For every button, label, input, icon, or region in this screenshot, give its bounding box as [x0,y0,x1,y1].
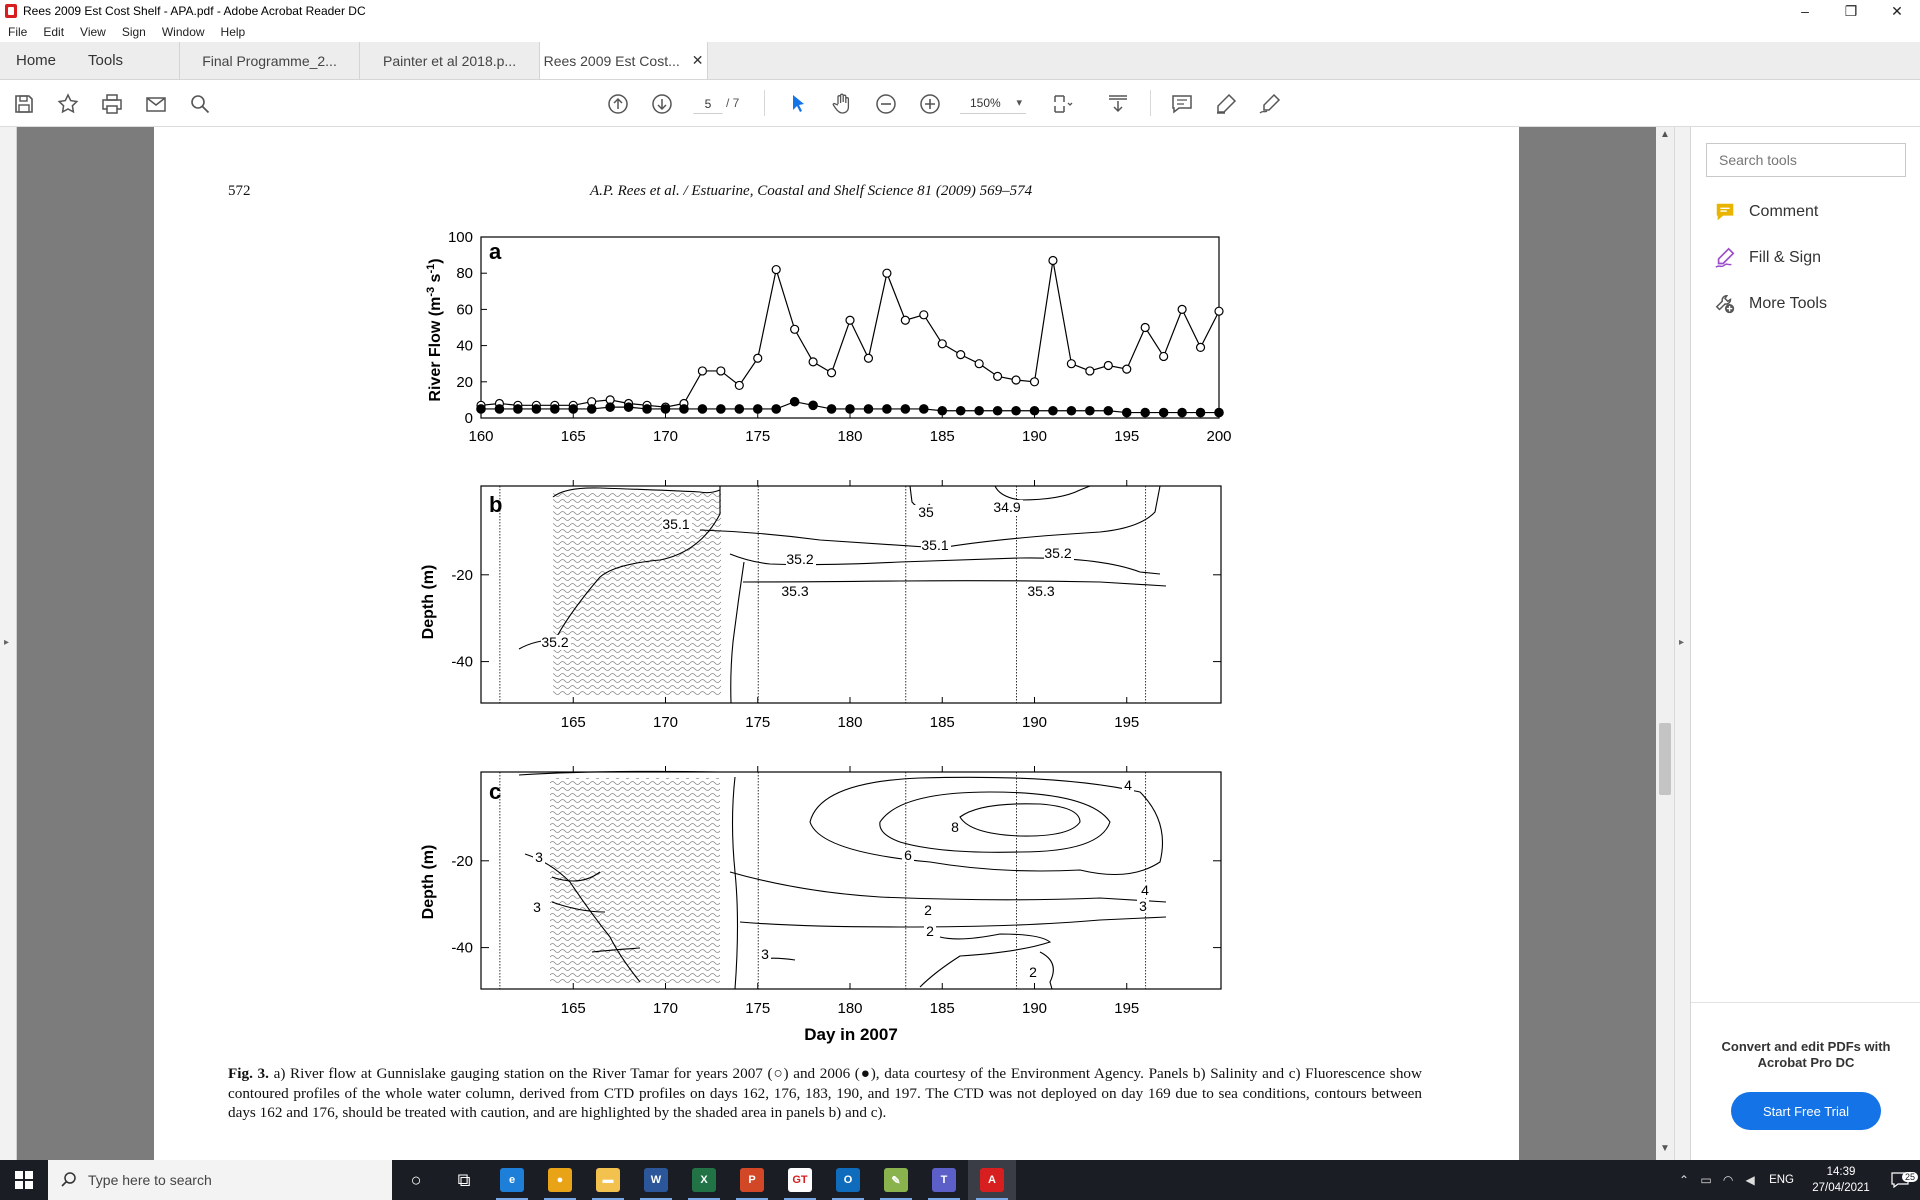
menu-file[interactable]: File [8,25,28,39]
feedly-icon: ✎ [884,1168,908,1192]
doc-tab-painter[interactable] [359,42,539,79]
point-2007 [828,369,836,377]
point-2007 [735,381,743,389]
point-2006 [957,407,965,415]
contour-label: 35.2 [541,634,569,650]
point-2007 [791,325,799,333]
contour-label: 35.1 [662,516,690,532]
panel-b-letter: b [489,492,503,517]
point-2006 [532,405,540,413]
taskbar-edge[interactable] [488,1160,536,1200]
a-ytick-label: 0 [464,410,473,427]
point-2006 [1012,407,1020,415]
point-2006 [514,405,522,413]
start-button[interactable] [0,1160,48,1200]
taskbar-feedly[interactable] [872,1160,920,1200]
point-2006 [477,405,485,413]
xtick-label: 170 [652,714,679,731]
xtick-label: 165 [560,714,586,731]
point-2007 [1086,367,1094,375]
point-2007 [754,354,762,362]
taskbar-task-view[interactable] [440,1160,488,1200]
show-hidden-icons-icon[interactable]: ⌃ [1679,1173,1690,1187]
tab-tools[interactable]: Tools [88,52,124,69]
xtick-label: 185 [929,714,955,731]
menu-help[interactable]: Help [220,25,246,39]
file-explorer-icon: ▬ [596,1168,620,1192]
right-pane-toggle[interactable] [1674,127,1690,1160]
taskbar-file-explorer[interactable] [584,1160,632,1200]
a-xtick-label: 165 [560,428,586,445]
xtick-label: 185 [929,1000,955,1017]
a-ytick-label: 100 [447,229,473,246]
scrollbar-thumb[interactable] [1659,723,1671,795]
bookmark-star-icon[interactable] [54,90,82,118]
a-ytick-label: 40 [456,337,473,355]
zoom-select[interactable]: 150% ▾ [960,92,1026,114]
point-2006 [643,405,651,413]
point-2006 [1030,407,1038,415]
point-2006 [1178,408,1186,416]
taskbar-teams[interactable] [920,1160,968,1200]
zoom-in-icon[interactable] [916,90,944,118]
search-tools-input[interactable] [1706,143,1906,177]
point-2006 [1196,408,1204,416]
taskbar-search-placeholder: Type here to search [88,1172,212,1188]
point-2006 [975,407,983,415]
point-2007 [809,358,817,366]
xtick-label: 190 [1021,1000,1048,1017]
a-xtick-label: 195 [1114,428,1140,445]
point-2006 [680,405,688,413]
tool-comment[interactable] [1713,199,1818,225]
ytick-label: -20 [451,566,473,584]
xtick-label: 175 [745,1000,771,1017]
contour-label: 35.2 [1044,545,1072,561]
contour-label: 3 [535,849,543,865]
tool-fill-sign[interactable] [1713,245,1821,271]
taskbar-gt[interactable] [776,1160,824,1200]
point-2007 [1141,324,1149,332]
contour-label: 3 [1139,898,1147,914]
panel-c [420,766,1221,1044]
next-page-icon[interactable] [648,90,676,118]
point-2006 [1141,408,1149,416]
point-2007 [864,354,872,362]
point-2006 [772,405,780,413]
taskbar-outlook[interactable] [824,1160,872,1200]
outlook-icon: O [836,1168,860,1192]
acrobat-app-icon [5,4,17,18]
point-2006 [735,405,743,413]
point-2006 [717,405,725,413]
point-2007 [1215,307,1223,315]
panel-b [420,480,1221,731]
point-2007 [698,367,706,375]
point-2006 [864,405,872,413]
a-ytick-label: 80 [456,265,473,283]
window-title: Rees 2009 Est Cost Shelf - APA.pdf - Adobe Acrobat Reader DC [23,4,366,18]
tab-bar [0,42,1920,80]
point-2006 [809,401,817,409]
battery-icon[interactable]: ▭ [1700,1173,1712,1187]
draw-sign-icon[interactable] [1256,90,1284,118]
point-2007 [1049,257,1057,265]
contour-label: 4 [1124,777,1132,793]
ytick-label: -40 [451,653,473,671]
contour-label: 2 [924,902,932,918]
taskbar-word[interactable] [632,1160,680,1200]
restore-button[interactable]: ❐ [1844,2,1858,19]
scroll-up-icon[interactable]: ▲ [1660,129,1670,140]
xtick-label: 175 [745,714,771,731]
left-pane-toggle[interactable] [0,127,17,1160]
more-tools-icon [1713,292,1737,316]
point-2007 [1104,362,1112,370]
notifications-button[interactable] [1880,1172,1920,1188]
a-xtick-label: 190 [1021,428,1048,445]
highlight-pen-icon[interactable] [1212,90,1240,118]
point-2007 [920,311,928,319]
word-icon: W [644,1168,668,1192]
point-2007 [1197,343,1205,351]
point-2006 [993,407,1001,415]
zoom-out-icon[interactable] [872,90,900,118]
scroll-down-icon[interactable]: ▼ [1660,1143,1670,1154]
point-2007 [883,269,891,277]
teams-icon: T [932,1168,956,1192]
tools-pane [1690,127,1920,1160]
contour-label: 8 [951,819,959,835]
hand-tool-icon[interactable] [828,90,856,118]
point-2007 [994,372,1002,380]
point-2006 [901,405,909,413]
contour-label: 3 [761,946,769,962]
previous-page-icon[interactable] [604,90,632,118]
point-2006 [920,405,928,413]
tool-fill-sign-label: Fill & Sign [1749,249,1822,266]
contour-label: 35.3 [781,583,809,599]
point-2006 [846,405,854,413]
point-2007 [1123,365,1131,373]
point-2006 [1159,408,1167,416]
point-2006 [569,405,577,413]
point-2007 [901,316,909,324]
point-2006 [1123,408,1131,416]
acrobat-icon: A [980,1168,1004,1192]
a-xtick-label: 175 [745,428,771,445]
xtick-label: 190 [1021,714,1048,731]
figure-caption [228,1064,1422,1123]
panel-a-ylabel: River Flow ($m^{-3}$ $s^{-1}$) [425,258,444,402]
cortana-icon: ○ [404,1168,428,1192]
contour-label: 35.1 [921,537,949,553]
a-xtick-label: 170 [652,428,679,445]
notification-count: 25 [1902,1172,1918,1182]
gt-icon: GT [788,1168,812,1192]
minimize-button[interactable]: – [1801,3,1809,19]
page-total-label: / 7 [726,96,740,110]
point-2006 [624,403,632,411]
clock-time: 14:39 [1826,1166,1856,1178]
point-2007 [772,266,780,274]
volume-icon[interactable]: ◀ [1745,1173,1755,1187]
ytick-label: -40 [451,939,473,957]
taskbar-cortana[interactable] [392,1160,440,1200]
xtick-label: 195 [1114,714,1140,731]
point-2006 [883,405,891,413]
menu-view[interactable]: View [80,25,106,39]
find-icon[interactable] [186,90,214,118]
a-xtick-label: 200 [1206,428,1232,445]
fill-sign-icon [1713,246,1737,270]
taskbar-acrobat[interactable] [968,1160,1016,1200]
system-tray [1673,1160,1920,1200]
doc-tab-label: Painter et al 2018.p... [383,52,517,69]
panel-c-xlabel: Day in 2007 [804,1025,898,1044]
expand-left-icon: ▸ [4,637,10,648]
clock-date: 27/04/2021 [1812,1182,1870,1194]
point-2007 [846,316,854,324]
xtick-label: 165 [560,1000,586,1017]
page-fit-icon[interactable] [1048,90,1076,118]
a-xtick-label: 185 [929,428,955,445]
point-2006 [1049,407,1057,415]
point-2006 [661,405,669,413]
save-icon[interactable] [10,90,38,118]
point-2006 [1086,407,1094,415]
point-2007 [1178,305,1186,313]
panel-b-shaded-area [553,492,721,697]
tool-more-tools-label: More Tools [1749,295,1827,312]
taskbar-search-box[interactable] [48,1160,392,1200]
doc-tab-label: Rees 2009 Est Cost... [543,52,680,69]
panel-a-letter: a [489,239,502,264]
menu-window[interactable]: Window [161,25,205,39]
tool-more-tools[interactable] [1713,291,1827,317]
collapse-right-icon: ▸ [1679,637,1685,648]
contour-label: 35 [918,504,934,520]
point-2007 [1160,352,1168,360]
contour-label: 2 [1029,964,1037,980]
point-2007 [1031,378,1039,386]
point-2007 [957,351,965,359]
wifi-icon[interactable]: ◠ [1722,1173,1734,1187]
task-view-icon: ⧉ [452,1168,476,1192]
tab-home[interactable]: Home [16,52,57,69]
xtick-label: 180 [837,714,863,731]
menu-sign[interactable]: Sign [121,25,146,39]
point-2006 [938,407,946,415]
contour-label: 3 [533,899,541,915]
point-2006 [606,403,614,411]
point-2006 [551,405,559,413]
windows-taskbar [0,1160,1920,1200]
a-xtick-label: 180 [837,428,863,445]
search-icon [60,1171,78,1189]
select-cursor-icon[interactable] [784,90,812,118]
point-2007 [938,340,946,348]
doc-tab-final-programme[interactable] [179,42,359,79]
a-xtick-label: 160 [468,428,494,445]
point-2007 [975,360,983,368]
contour-label: 2 [926,923,934,939]
chrome-icon: ● [548,1168,572,1192]
point-2006 [754,405,762,413]
point-2006 [588,405,596,413]
vertical-scrollbar[interactable] [1656,127,1674,1160]
point-2006 [495,405,503,413]
edge-icon: e [500,1168,524,1192]
scroll-mode-icon[interactable] [1104,90,1132,118]
figure-3 [400,222,1260,1052]
xtick-label: 180 [837,1000,863,1017]
close-button[interactable]: ✕ [1891,2,1903,19]
language-indicator[interactable]: ENG [1769,1174,1794,1186]
clock[interactable] [1802,1164,1880,1196]
series-2007-line [481,261,1219,408]
point-2006 [1215,408,1223,416]
point-2006 [790,398,798,406]
panel-a [425,229,1232,445]
doc-tab-label: Final Programme_2... [202,52,337,69]
page-number-input[interactable]: 5 [693,92,723,114]
panel-c-letter: c [489,779,502,804]
taskbar-powerpoint[interactable] [728,1160,776,1200]
point-2006 [827,405,835,413]
xtick-label: 170 [652,1000,679,1017]
doc-tab-rees[interactable] [539,42,707,79]
print-icon[interactable] [98,90,126,118]
taskbar-chrome[interactable] [536,1160,584,1200]
caption-label: Fig. 3. [228,1065,269,1082]
tool-comment-label: Comment [1749,203,1819,220]
email-icon[interactable] [142,90,170,118]
comment-icon [1713,200,1737,224]
panel-c-ylabel: Depth (m) [420,844,437,920]
excel-icon: X [692,1168,716,1192]
point-2006 [698,405,706,413]
a-ytick-label: 20 [456,373,473,391]
contour-label: 35.2 [786,551,814,567]
menu-bar [0,22,1920,42]
point-2007 [717,367,725,375]
title-bar [0,0,1920,22]
caption-text: a) River flow at Gunnislake gauging station on the River Tamar for years 2007 (○) and 2006 (●), data courtesy of the Environment Agency. Panels b) Salinity and c) Fluorescence show contoured profiles of the whole water column, derived from CTD profiles on days 162, 176, 183, 190, and 197. The CTD was not deployed on day 169 due to sea conditions, contours between days 162 and 176, should be treated with caution, and are highlighted by the shaded area in panels b) and c). [228,1065,1422,1121]
close-tab-icon[interactable]: ✕ [691,52,704,68]
contour-label: 35.3 [1027,583,1055,599]
contour-label: 6 [904,847,912,863]
point-2007 [1067,360,1075,368]
ytick-label: -20 [451,852,473,870]
contour-label: 4 [1141,882,1149,898]
point-2006 [1104,407,1112,415]
page-number-text: 572 [228,183,251,199]
promo-text: Convert and edit PDFs with Acrobat Pro DC [1721,1039,1891,1070]
powerpoint-icon: P [740,1168,764,1192]
start-free-trial-button[interactable]: Start Free Trial [1731,1092,1881,1130]
taskbar-excel[interactable] [680,1160,728,1200]
panel-b-ylabel: Depth (m) [420,564,437,640]
windows-logo-icon [15,1171,33,1189]
add-comment-icon[interactable] [1168,90,1196,118]
a-ytick-label: 60 [456,301,473,319]
contour-label: 34.9 [993,499,1021,515]
menu-edit[interactable]: Edit [43,25,65,39]
point-2006 [1067,407,1075,415]
point-2007 [1012,376,1020,384]
xtick-label: 195 [1114,1000,1140,1017]
running-head: A.P. Rees et al. / Estuarine, Coastal and Shelf Science 81 (2009) 569–574 [590,183,1033,199]
